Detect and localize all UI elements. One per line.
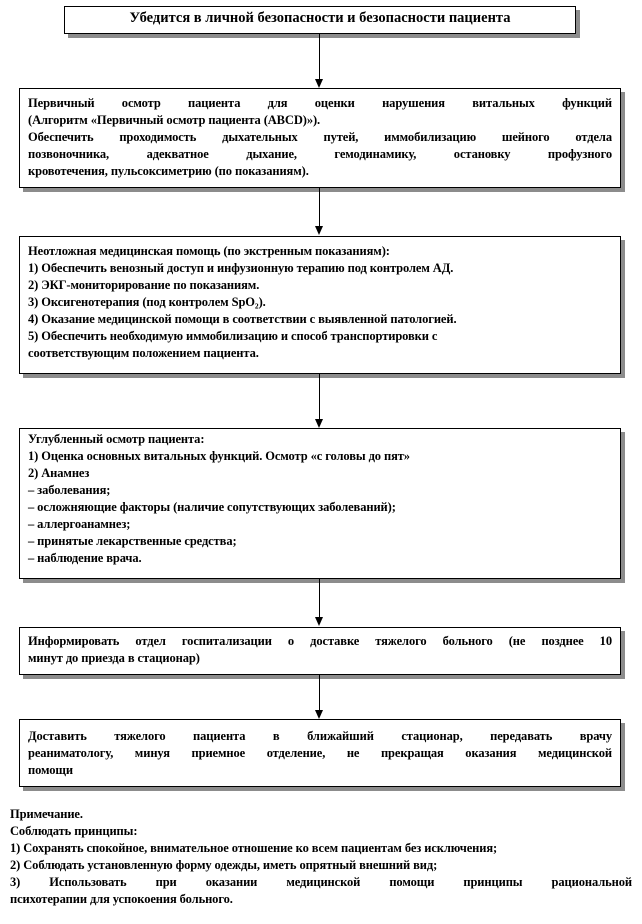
note-heading: Примечание. — [10, 807, 83, 821]
primary-exam-line-5: кровотечения, пульсоксиметрию (по показаниям). — [28, 164, 309, 178]
inform-line-1: Информировать отдел госпитализации о доставке тяжелого больного (не позднее 10 — [28, 634, 612, 648]
note-line-5: психотерапии для успокоения больного. — [10, 892, 233, 906]
detailed-exam-line-1: Углубленный осмотр пациента: — [28, 432, 205, 446]
detailed-exam-line-4: – заболевания; — [28, 483, 111, 497]
detailed-exam-line-7: – принятые лекарственные средства; — [28, 534, 237, 548]
primary-exam-line-2: (Алгоритм «Первичный осмотр пациента (ABCD)»). — [28, 113, 321, 127]
detailed-exam-line-5: – осложняющие факторы (наличие сопутствующих заболеваний); — [28, 500, 396, 514]
emergency-line-2: 1) Обеспечить венозный доступ и инфузионную терапию под контролем АД. — [28, 261, 454, 275]
emergency-line-7: соответствующим положением пациента. — [28, 346, 259, 360]
inform-line-2: минут до приезда в стационар) — [28, 651, 200, 665]
primary-exam-line-1: Первичный осмотр пациента для оценки нарушения витальных функций — [28, 96, 612, 110]
emergency-line-6: 5) Обеспечить необходимую иммобилизацию и способ транспортировки с — [28, 329, 438, 343]
step-safety-text: Убедится в личной безопасности и безопасности пациента — [129, 10, 511, 26]
primary-exam-line-3: Обеспечить проходимость дыхательных путей, иммобилизацию шейного отдела — [28, 130, 612, 144]
step-safety-box — [64, 6, 576, 34]
step-deliver-patient-box — [19, 719, 621, 787]
note-line-2: 1) Сохранять спокойное, внимательное отношение ко всем пациентам без исключения; — [10, 841, 498, 855]
deliver-line-1: Доставить тяжелого пациента в ближайший стационар, передавать врачу — [28, 729, 612, 743]
deliver-line-2: реаниматологу, минуя приемное отделение, не прекращая оказания медицинской — [28, 746, 612, 760]
step-detailed-exam-box — [19, 428, 621, 579]
step-inform-hospital-box — [19, 627, 621, 675]
emergency-line-1: Неотложная медицинская помощь (по экстренным показаниям): — [28, 244, 390, 258]
detailed-exam-line-2: 1) Оценка основных витальных функций. Осмотр «с головы до пят» — [28, 449, 410, 463]
detailed-exam-line-3: 2) Анамнез — [28, 466, 90, 480]
step-primary-exam-box — [19, 88, 621, 188]
detailed-exam-line-8: – наблюдение врача. — [28, 551, 142, 565]
emergency-line-3: 2) ЭКГ-мониторирование по показаниям. — [28, 278, 260, 292]
note-section — [10, 806, 632, 908]
detailed-exam-line-6: – аллергоанамнез; — [28, 517, 131, 531]
step-emergency-care-box — [19, 236, 621, 374]
note-line-1: Соблюдать принципы: — [10, 824, 138, 838]
primary-exam-line-4: позвоночника, адекватное дыхание, гемодинамику, остановку профузного — [28, 147, 612, 161]
emergency-line-5: 4) Оказание медицинской помощи в соответствии с выявленной патологией. — [28, 312, 457, 326]
deliver-line-3: помощи — [28, 763, 73, 777]
note-line-4: 3) Использовать при оказании медицинской помощи принципы рациональной — [10, 875, 632, 889]
note-line-3: 2) Соблюдать установленную форму одежды, иметь опрятный внешний вид; — [10, 858, 438, 872]
emergency-line-4: 3) Оксигенотерапия (под контролем SpO₂). — [28, 295, 266, 309]
